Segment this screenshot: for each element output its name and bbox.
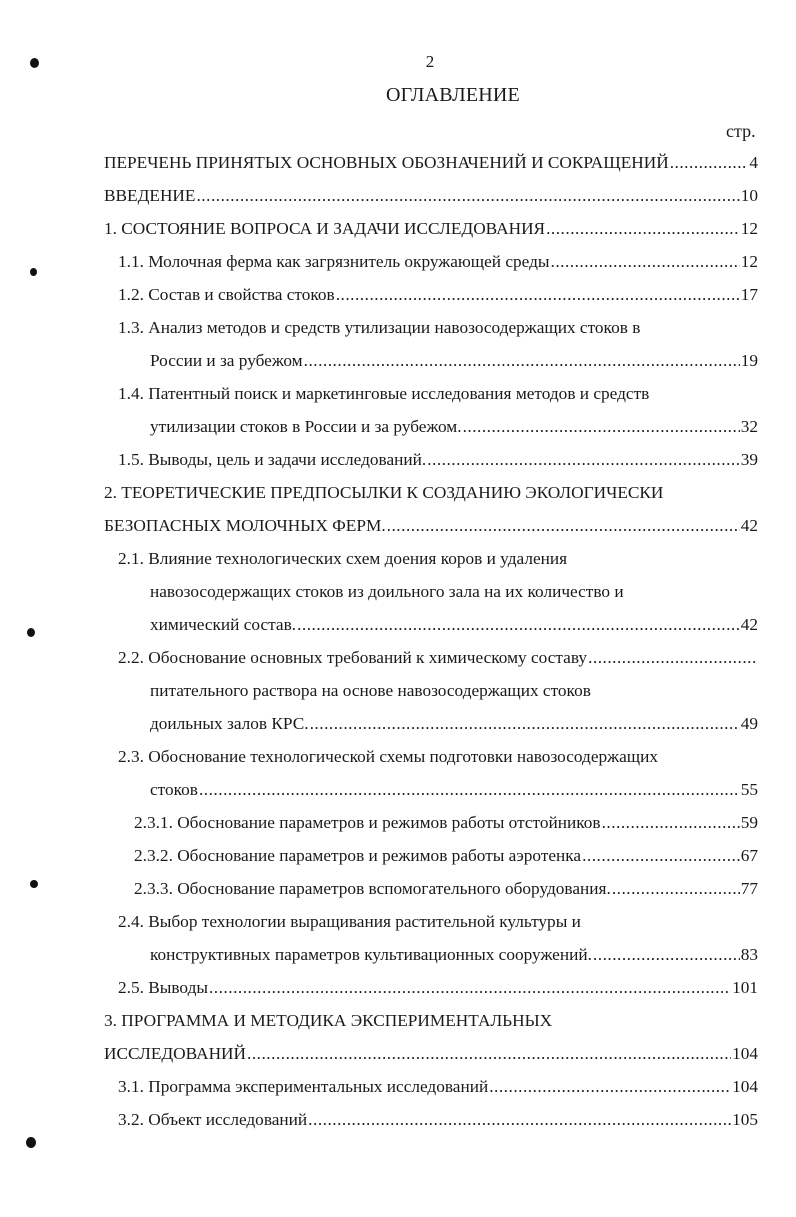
toc-entry: ИССЛЕДОВАНИЙ ..... 104 xyxy=(104,1043,758,1065)
toc-entry: навозосодержащих стоков из доильного зала на их количество и xyxy=(150,582,624,601)
toc-entry: России и за рубежом ..... 19 xyxy=(150,350,758,372)
toc-entry: утилизации стоков в России и за рубежом. ..... 32 xyxy=(150,416,758,438)
scan-mark xyxy=(30,880,38,888)
toc-entry: 3.1. Программа экспериментальных исследований ..... 104 xyxy=(118,1076,758,1098)
toc-entry: 1. СОСТОЯНИЕ ВОПРОСА И ЗАДАЧИ ИССЛЕДОВАНИЯ ..... 12 xyxy=(104,218,758,240)
page-title: ОГЛАВЛЕНИЕ xyxy=(386,84,520,106)
toc-entry: 3. ПРОГРАММА И МЕТОДИКА ЭКСПЕРИМЕНТАЛЬНЫХ xyxy=(104,1011,553,1030)
toc-entry: 1.2. Состав и свойства стоков ..... 17 xyxy=(118,284,758,306)
toc-entry: 1.1. Молочная ферма как загрязнитель окружающей среды ..... 12 xyxy=(118,251,758,273)
scan-mark xyxy=(30,58,39,68)
toc-entry: 2.2. Обоснование основных требований к химическому составу ..... xyxy=(118,647,758,669)
scan-mark xyxy=(26,1137,36,1148)
toc-entry: 1.5. Выводы, цель и задачи исследований. ..... 39 xyxy=(118,449,758,471)
toc-entry: ПЕРЕЧЕНЬ ПРИНЯТЫХ ОСНОВНЫХ ОБОЗНАЧЕНИЙ И СОКРАЩЕНИЙ ..... 4 xyxy=(104,152,758,174)
toc-entry: доильных залов КРС. ..... 49 xyxy=(150,713,758,735)
scan-mark xyxy=(30,268,37,276)
toc-entry: 2.4. Выбор технологии выращивания растительной культуры и xyxy=(118,912,581,931)
toc-entry: химический состав. ..... 42 xyxy=(150,614,758,636)
toc-entry: 2.5. Выводы ..... 101 xyxy=(118,977,758,999)
toc-entry: 2.3.2. Обоснование параметров и режимов работы аэротенка ..... 67 xyxy=(134,845,758,867)
toc-entry: 2.3. Обоснование технологической схемы подготовки навозосодержащих xyxy=(118,747,658,766)
toc-entry: ВВЕДЕНИЕ ..... 10 xyxy=(104,185,758,207)
toc-entry: 1.3. Анализ методов и средств утилизации навозосодержащих стоков в xyxy=(118,318,641,337)
toc-entry: БЕЗОПАСНЫХ МОЛОЧНЫХ ФЕРМ. ..... 42 xyxy=(104,515,758,537)
toc-entry: 3.2. Объект исследований ..... 105 xyxy=(118,1109,758,1131)
toc-entry: 1.4. Патентный поиск и маркетинговые исследования методов и средств xyxy=(118,384,650,403)
toc-entry: конструктивных параметров культивационных сооружений. ..... 83 xyxy=(150,944,758,966)
page-number: 2 xyxy=(425,52,435,71)
toc-entry: питательного раствора на основе навозосодержащих стоков xyxy=(150,681,591,700)
scan-mark xyxy=(27,628,35,637)
toc-entry: 2. ТЕОРЕТИЧЕСКИЕ ПРЕДПОСЫЛКИ К СОЗДАНИЮ ЭКОЛОГИЧЕСКИ xyxy=(104,483,664,502)
page-column-label: стр. xyxy=(726,121,756,141)
toc-entry: стоков ..... 55 xyxy=(150,779,758,801)
table-of-contents xyxy=(0,152,796,1132)
toc-entry: 2.1. Влияние технологических схем доения коров и удаления xyxy=(118,549,568,568)
toc-entry: 2.3.1. Обоснование параметров и режимов работы отстойников ..... 59 xyxy=(134,812,758,834)
toc-entry: 2.3.3. Обоснование параметров вспомогательного оборудования. ..... 77 xyxy=(134,878,758,900)
